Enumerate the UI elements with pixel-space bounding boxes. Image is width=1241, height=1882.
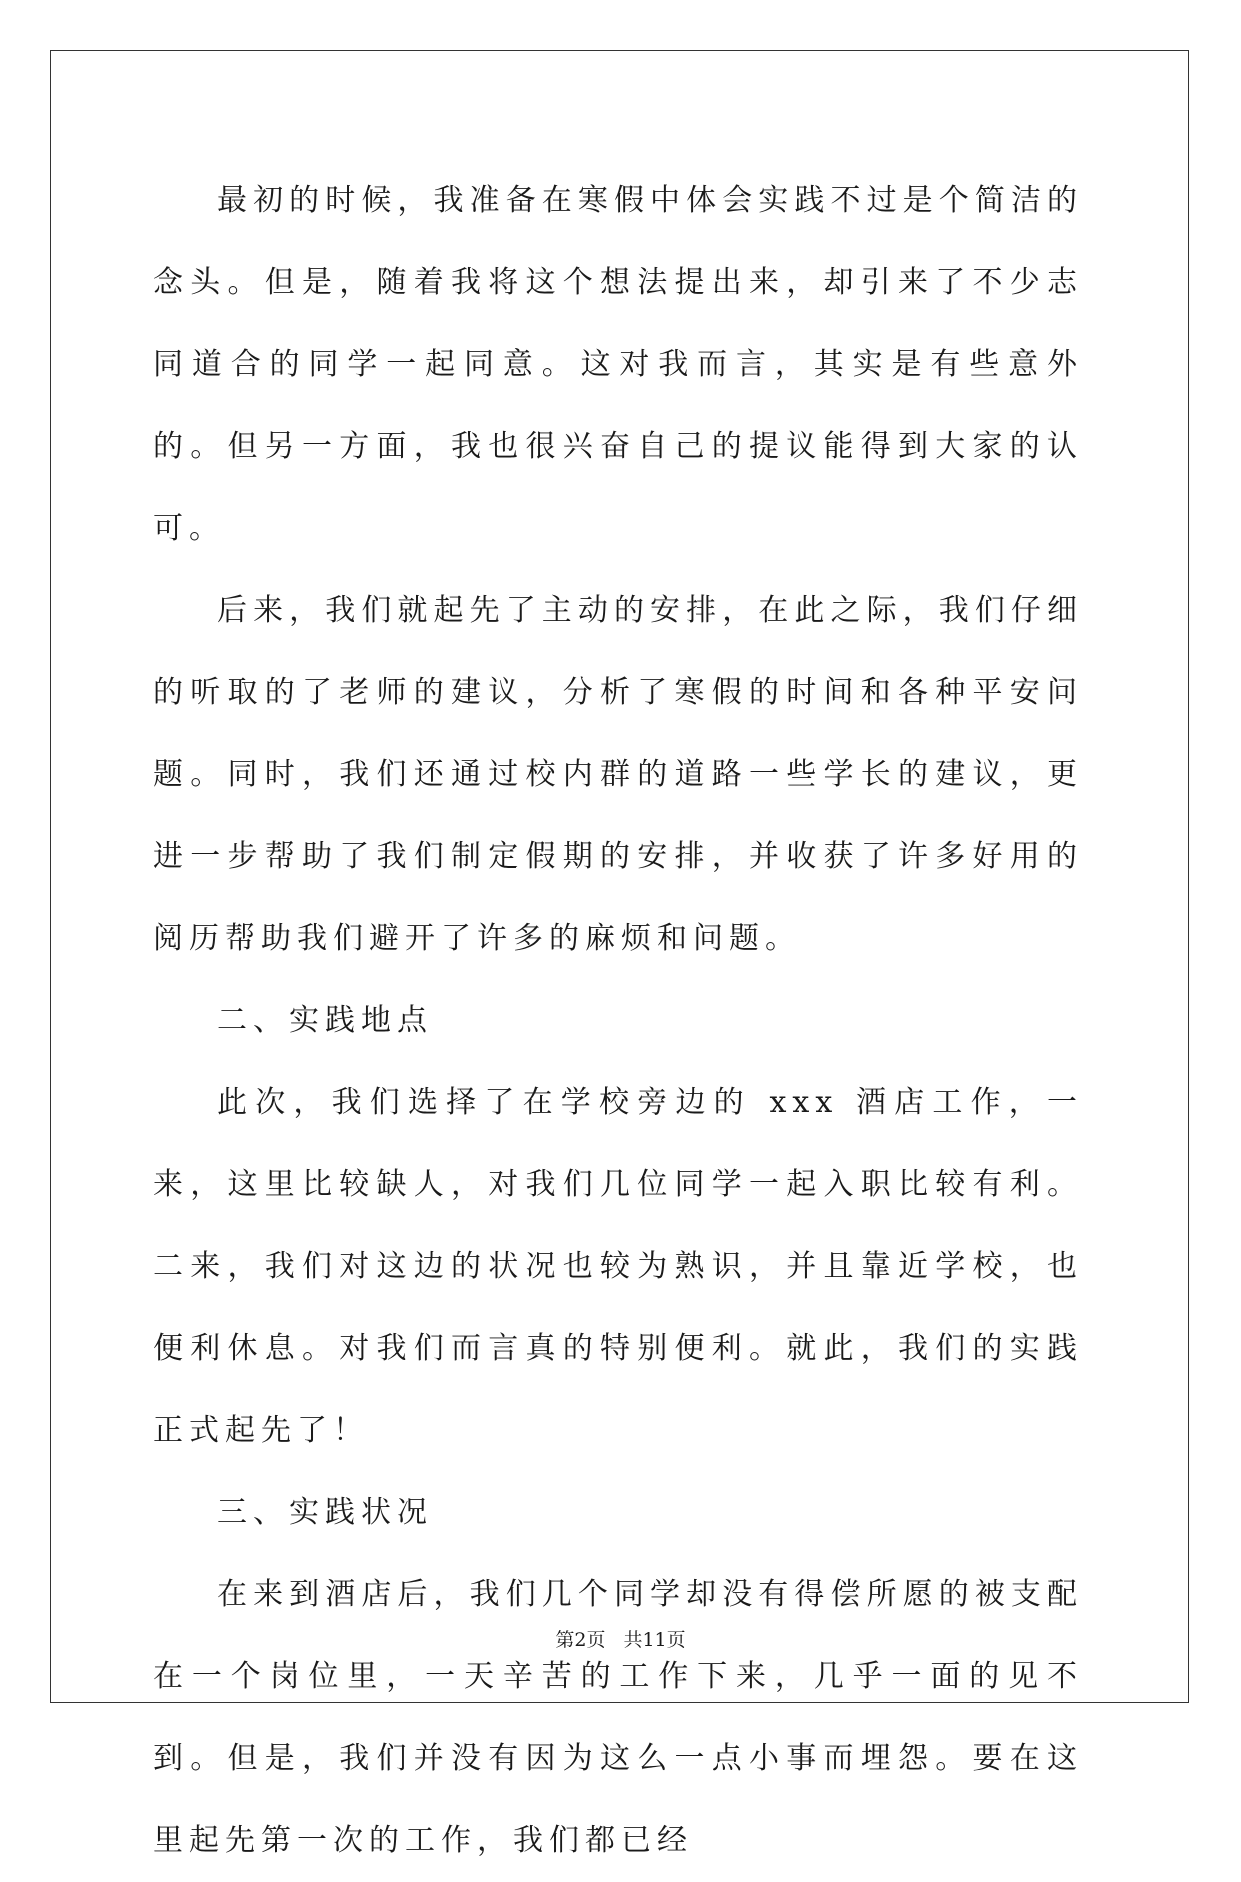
page-number-total: 共11页: [623, 1629, 686, 1651]
page-footer: [0, 1625, 1241, 1652]
paragraph-location: 此次，我们选择了在学校旁边的 xxx 酒店工作，一来，这里比较缺人，对我们几位同学一起入职比较有利。二来，我们对这边的状况也较为熟识，并且靠近学校，也便利休息。对我们而言真的特别便利。就此，我们的实践正式起先了！: [153, 1085, 1083, 1448]
section-heading-location: 二、实践地点: [217, 1003, 433, 1038]
paragraph-intro: 最初的时候，我准备在寒假中体会实践不过是个简洁的念头。但是，随着我将这个想法提出来，却引来了不少志同道合的同学一起同意。这对我而言，其实是有些意外的。但另一方面，我也很兴奋自己的提议能得到大家的认可。: [153, 183, 1083, 546]
paragraph-situation: 在来到酒店后，我们几个同学却没有得偿所愿的被支配在一个岗位里，一天辛苦的工作下来，几乎一面的见不到。但是，我们并没有因为这么一点小事而埋怨。要在这里起先第一次的工作，我们都已经: [153, 1577, 1083, 1858]
paragraph-planning: 后来，我们就起先了主动的安排，在此之际，我们仔细的听取的了老师的建议，分析了寒假的时间和各种平安问题。同时，我们还通过校内群的道路一些学长的建议，更进一步帮助了我们制定假期的安排，并收获了许多好用的阅历帮助我们避开了许多的麻烦和问题。: [153, 593, 1083, 956]
document-body: [153, 160, 1083, 1882]
page-number-current: 第2页: [555, 1629, 606, 1651]
section-heading-situation: 三、实践状况: [217, 1495, 433, 1530]
